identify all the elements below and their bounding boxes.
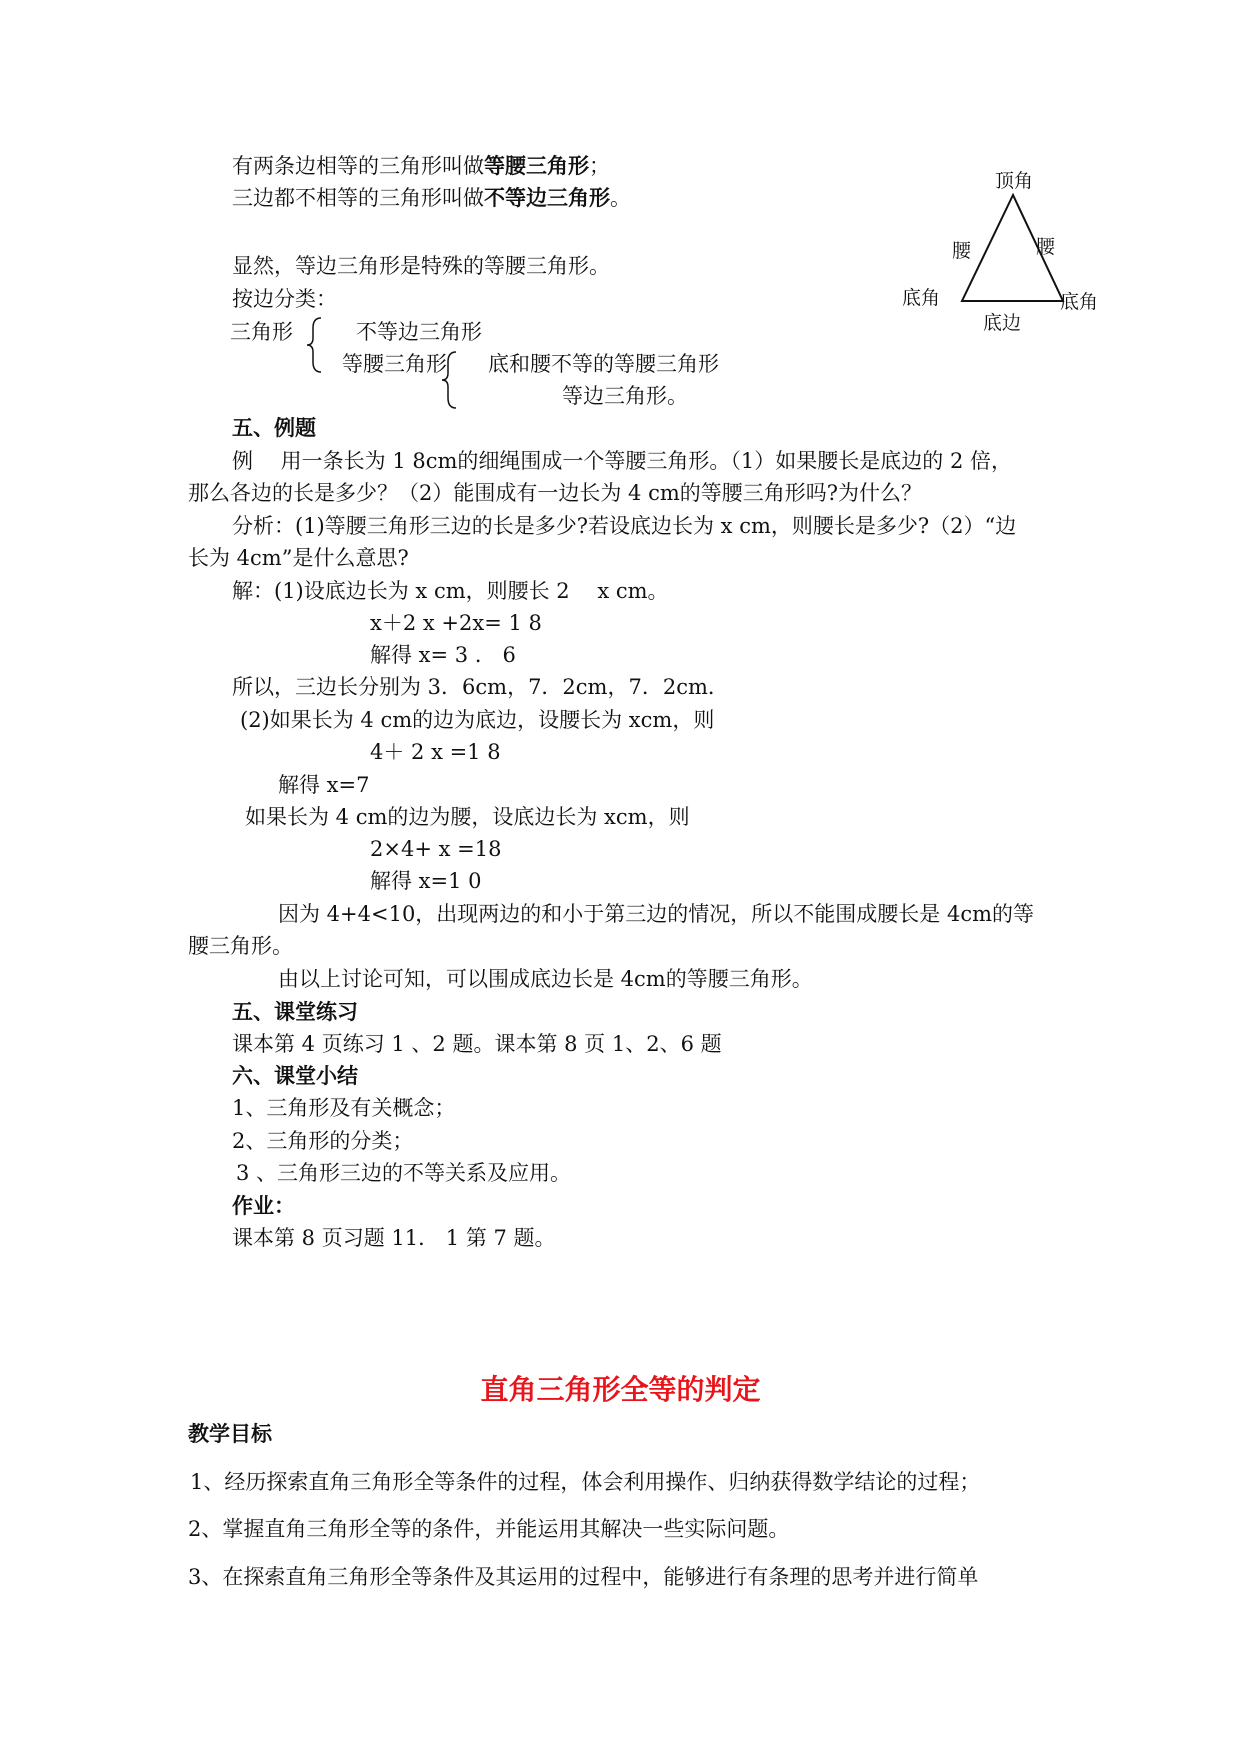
solution-line-10: 解得 x=1 0 (370, 869, 482, 893)
label-base-left: 底角 (902, 287, 941, 309)
heading-example: 五、例题 (232, 416, 316, 440)
homework-line: 课本第 8 页习题 11． 1 第 7 题。 (232, 1226, 556, 1250)
summary-item-2: 2、三角形的分类； (232, 1129, 414, 1153)
solution-line-7: 解得 x=7 (278, 773, 370, 797)
solution-line-9: 2×4+ x =18 (370, 837, 502, 861)
classify-scalene: 不等边三角形 (356, 320, 482, 344)
practice-line: 课本第 4 页练习 1 、2 题。课本第 8 页 1、2、6 题 (232, 1032, 722, 1056)
analysis-line-1: 分析：(1)等腰三角形三边的长是多少?若设底边长为 x cm，则腰长是多少?（2）“边 (232, 514, 1017, 538)
solution-line-13: 由以上讨论可知，可以围成底边长是 4cm的等腰三角形。 (278, 967, 813, 991)
solution-line-8: 如果长为 4 cm的边为腰，设底边长为 xcm，则 (245, 805, 690, 829)
classify-root: 三角形 (230, 320, 293, 344)
classify-isosceles-unequal: 底和腰不等的等腰三角形 (488, 352, 719, 376)
solution-line-12: 腰三角形。 (188, 934, 293, 958)
label-leg-right: 腰 (1036, 236, 1056, 258)
goal-item-3: 3、在探索直角三角形全等条件及其运用的过程中，能够进行有条理的思考并进行简单 (188, 1565, 979, 1589)
solution-line-6: 4＋ 2 x =1 8 (370, 740, 501, 764)
label-base-right: 底角 (1060, 291, 1099, 313)
isosceles-triangle-figure (900, 165, 1130, 340)
heading-goals: 教学目标 (188, 1422, 272, 1446)
example-line-1: 例 用一条长为 1 8cm的细绳围成一个等腰三角形。（1）如果腰长是底边的 2 倍， (232, 449, 1012, 473)
brace-main (305, 316, 325, 374)
definition-isosceles: 有两条边相等的三角形叫做等腰三角形； (232, 154, 610, 178)
analysis-line-2: 长为 4cm”是什么意思? (188, 546, 409, 570)
brace-sub (440, 350, 460, 410)
goal-item-2: 2、掌握直角三角形全等的条件，并能运用其解决一些实际问题。 (188, 1517, 790, 1541)
heading-summary: 六、课堂小结 (232, 1064, 358, 1088)
summary-item-3: 3 、三角形三边的不等关系及应用。 (236, 1161, 572, 1185)
solution-line-11: 因为 4+4<10，出现两边的和小于第三边的情况，所以不能围成腰长是 4cm的等 (278, 902, 1035, 926)
label-leg-left: 腰 (952, 240, 972, 262)
solution-line-1: 解：(1)设底边长为 x cm，则腰长 2 x cm。 (232, 579, 669, 603)
label-base: 底边 (983, 312, 1022, 334)
solution-line-4: 所以，三边长分别为 3．6cm，7．2cm，7．2cm． (232, 675, 729, 699)
classify-isosceles: 等腰三角形 (342, 352, 447, 376)
classify-equilateral: 等边三角形。 (562, 384, 688, 408)
solution-line-5: (2)如果长为 4 cm的边为底边，设腰长为 xcm，则 (240, 708, 715, 732)
example-line-2: 那么各边的长是多少？（2）能围成有一边长为 4 cm的等腰三角形吗?为什么？ (188, 481, 923, 505)
note-equilateral: 显然，等边三角形是特殊的等腰三角形。 (232, 254, 610, 278)
heading-homework: 作业： (232, 1194, 295, 1218)
solution-line-2: x＋2 x +2x= 1 8 (370, 611, 542, 635)
goal-item-1: 1、经历探索直角三角形全等条件的过程，体会利用操作、归纳获得数学结论的过程； (190, 1470, 981, 1494)
heading-practice: 五、课堂练习 (232, 1000, 358, 1024)
definition-scalene: 三边都不相等的三角形叫做不等边三角形。 (232, 186, 631, 210)
section-title: 直角三角形全等的判定 (480, 1373, 761, 1406)
classify-heading: 按边分类： (232, 287, 337, 311)
summary-item-1: 1、三角形及有关概念； (232, 1096, 456, 1120)
label-apex: 顶角 (995, 170, 1034, 192)
solution-line-3: 解得 x= 3 ． 6 (370, 643, 516, 667)
